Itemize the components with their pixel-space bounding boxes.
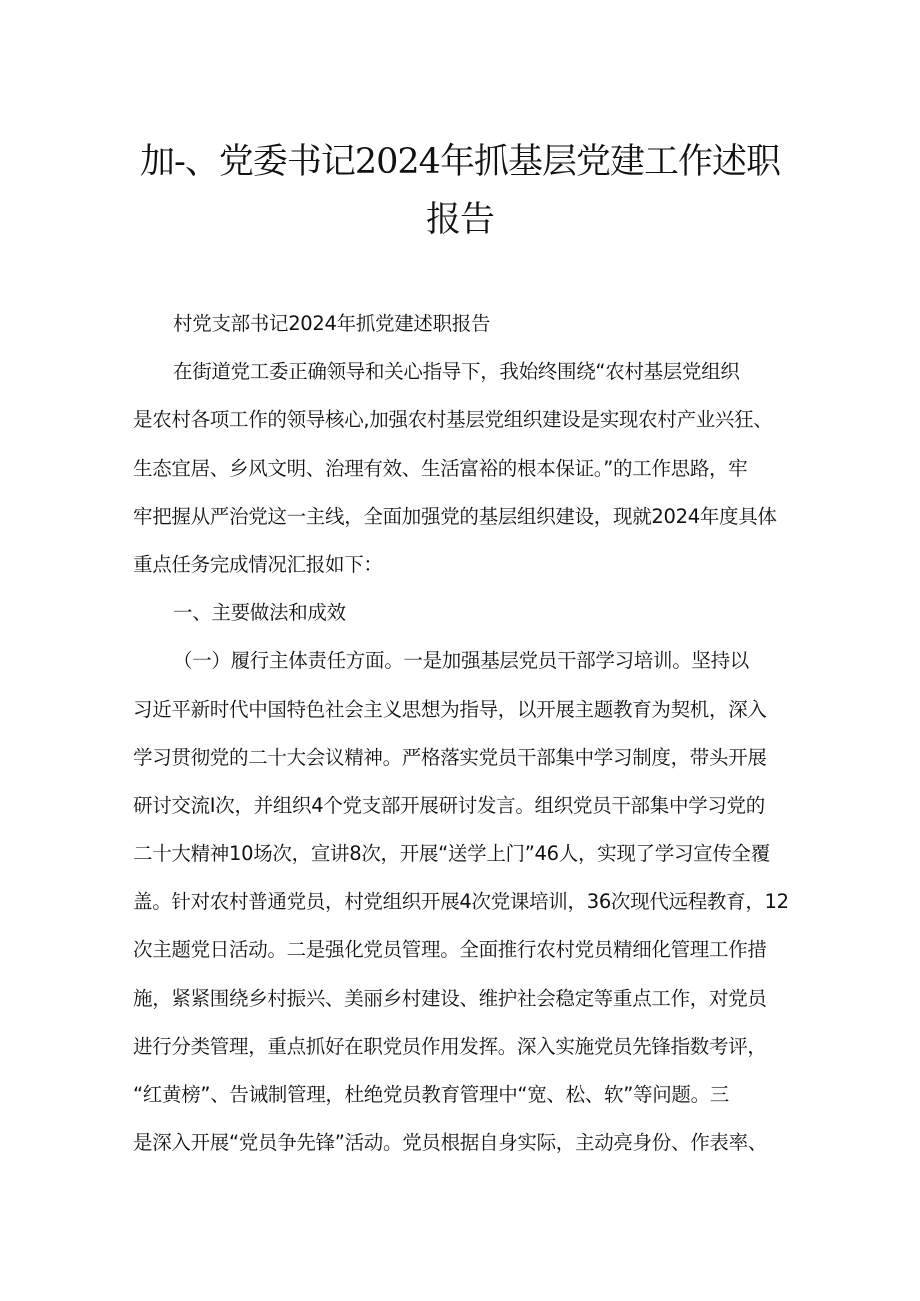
body-text-line: 施，紧紧围绕乡村振兴、美丽乡村建设、维护社会稳定等重点工作，对党员 [133,986,767,1010]
document-title-line-2: 报告 [425,200,494,240]
body-text-line: 是深入开展“党员争先锋”活动。党员根据自身实际，主动亮身份、作表率、 [133,1131,768,1155]
body-text-line: 生态宜居、乡风文明、治理有效、生活富裕的根本保证。”的工作思路，牢 [133,456,748,480]
body-text-line: “红黄榜”、告诫制管理，杜绝党员教育管理中“宽、松、软”等问题。三 [133,1083,730,1106]
body-text-line: 在街道党工委正确领导和关心指导下，我始终围绕“农村基层党组织 [173,360,740,384]
body-text-line: 是农村各项工作的领导核心,加强农村基层党组织建设是实现农村产业兴狂、 [133,408,773,432]
body-text-line: 重点任务完成情况汇报如下： [133,552,383,576]
body-text-line: （一）履行主体责任方面。一是加强基层党员干部学习培训。坚持以 [173,649,750,673]
body-text-line: 村党支部书记2024年抓党建述职报告 [173,312,491,335]
document-body [133,300,793,1167]
body-text-line: 盖。针对农村普通党员，村党组织开展4次党课培训，36次现代远程教育，12 [133,890,789,914]
document-title-line-1: 加-、党委书记2024年抓基层党建工作述职 [140,142,780,182]
body-text-line: 次主题党日活动。二是强化党员管理。全面推行农村党员精细化管理工作措 [133,938,767,962]
body-text-line: 习近平新时代中国特色社会主义思想为指导，以开展主题教育为契机，深入 [133,697,767,721]
body-text-line: 一、主要做法和成效 [173,601,346,625]
body-text-line: 学习贯彻党的二十大会议精神。严格落实党员干部集中学习制度，带头开展 [133,745,767,769]
body-text-line: 研讨交流I次，并组织4个党支部开展研讨发言。组织党员干部集中学习党的 [133,793,765,817]
body-text-line: 牢把握从严治党这一主线，全面加强党的基层组织建设，现就2024年度具体 [133,504,777,528]
body-text-line: 二十大精神10场次，宣讲8次，开展“送学上门”46人，实现了学习宣传全覆 [133,842,770,866]
body-text-line: 进行分类管理，重点抓好在职党员作用发挥。深入实施党员先锋指数考评， [133,1034,767,1058]
